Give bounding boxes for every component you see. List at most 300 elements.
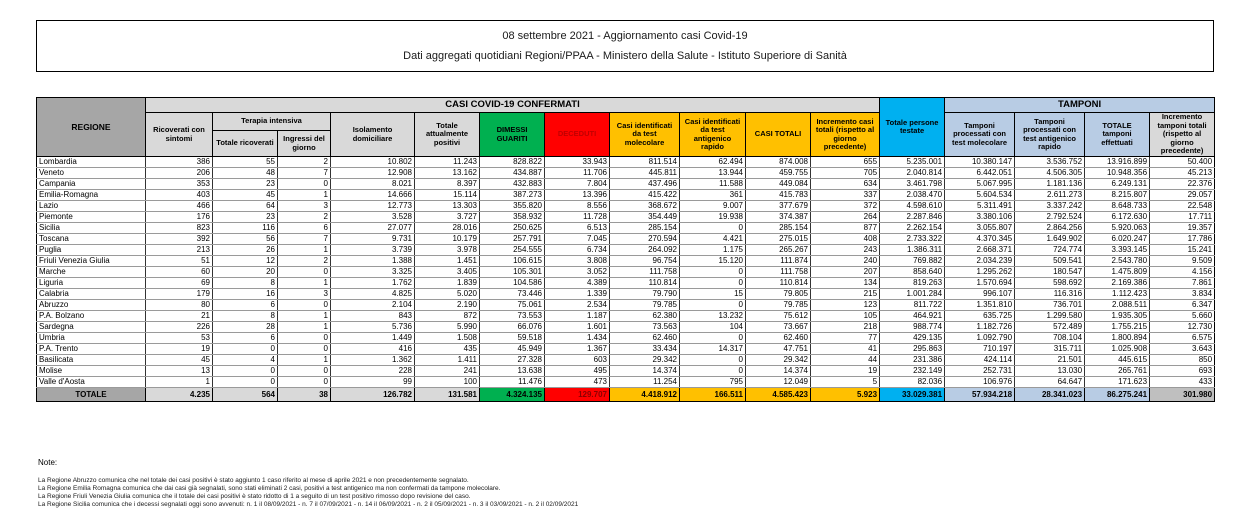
value-cell: 73.667 xyxy=(746,322,811,333)
value-cell: 1.411 xyxy=(415,355,480,366)
value-cell: 828.822 xyxy=(480,157,545,168)
value-cell: 10.802 xyxy=(331,157,415,168)
value-cell: 0 xyxy=(680,223,746,234)
table-row xyxy=(37,322,1215,333)
table-row xyxy=(37,245,1215,256)
value-cell: 416 xyxy=(331,344,415,355)
value-cell: 264.092 xyxy=(610,245,680,256)
header-persone-testate: Totale persone testate xyxy=(880,98,945,157)
region-cell: Sicilia xyxy=(37,223,146,234)
value-cell: 15.120 xyxy=(680,256,746,267)
value-cell: 823 xyxy=(146,223,213,234)
value-cell: 387.273 xyxy=(480,190,545,201)
value-cell: 377.679 xyxy=(746,201,811,212)
value-cell: 73.446 xyxy=(480,289,545,300)
value-cell: 3.834 xyxy=(1150,289,1215,300)
value-cell: 264 xyxy=(811,212,880,223)
region-cell: Sardegna xyxy=(37,322,146,333)
table-row xyxy=(37,256,1215,267)
value-cell: 2.038.470 xyxy=(880,190,945,201)
value-cell: 635.725 xyxy=(945,311,1015,322)
value-cell: 1.181.136 xyxy=(1015,179,1085,190)
table-row xyxy=(37,377,1215,388)
region-cell: Piemonte xyxy=(37,212,146,223)
table-row xyxy=(37,300,1215,311)
header-deceduti: DECEDUTI xyxy=(545,113,610,157)
value-cell: 1 xyxy=(278,245,331,256)
header-ricoverati-sintomi: Ricoverati con sintomi xyxy=(146,113,213,157)
value-cell: 79.785 xyxy=(746,300,811,311)
value-cell: 7 xyxy=(278,168,331,179)
value-cell: 5.660 xyxy=(1150,311,1215,322)
value-cell: 215 xyxy=(811,289,880,300)
value-cell: 6.734 xyxy=(545,245,610,256)
value-cell: 6 xyxy=(213,300,278,311)
value-cell: 6.347 xyxy=(1150,300,1215,311)
value-cell: 206 xyxy=(146,168,213,179)
value-cell: 736.701 xyxy=(1015,300,1085,311)
header-terapia-intensiva: Terapia intensiva xyxy=(213,113,331,131)
value-cell: 4.389 xyxy=(545,278,610,289)
value-cell: 99 xyxy=(331,377,415,388)
value-cell: 996.107 xyxy=(945,289,1015,300)
value-cell: 64 xyxy=(213,201,278,212)
value-cell: 111.758 xyxy=(746,267,811,278)
value-cell: 96.754 xyxy=(610,256,680,267)
value-cell: 710.197 xyxy=(945,344,1015,355)
value-cell: 15.241 xyxy=(1150,245,1215,256)
table-row xyxy=(37,267,1215,278)
value-cell: 55 xyxy=(213,157,278,168)
covid-data-table xyxy=(36,97,1215,402)
value-cell: 48 xyxy=(213,168,278,179)
value-cell: 231.386 xyxy=(880,355,945,366)
value-cell: 19 xyxy=(811,366,880,377)
value-cell: 13 xyxy=(146,366,213,377)
value-cell: 572.489 xyxy=(1015,322,1085,333)
header-dimessi-guariti: DIMESSI GUARITI xyxy=(480,113,545,157)
value-cell: 1 xyxy=(278,311,331,322)
value-cell: 3.337.242 xyxy=(1015,201,1085,212)
value-cell: 59.518 xyxy=(480,333,545,344)
value-cell: 6 xyxy=(213,333,278,344)
totals-value-cell: 126.782 xyxy=(331,388,415,402)
value-cell: 495 xyxy=(545,366,610,377)
value-cell: 1.295.262 xyxy=(945,267,1015,278)
value-cell: 27.077 xyxy=(331,223,415,234)
value-cell: 0 xyxy=(680,267,746,278)
totals-value-cell: 131.581 xyxy=(415,388,480,402)
value-cell: 3.978 xyxy=(415,245,480,256)
value-cell: 1.175 xyxy=(680,245,746,256)
value-cell: 1.570.694 xyxy=(945,278,1015,289)
value-cell: 10.380.147 xyxy=(945,157,1015,168)
value-cell: 337 xyxy=(811,190,880,201)
value-cell: 12.049 xyxy=(746,377,811,388)
value-cell: 0 xyxy=(680,333,746,344)
value-cell: 19.938 xyxy=(680,212,746,223)
value-cell: 435 xyxy=(415,344,480,355)
header-incremento-tamponi: Incremento tamponi totali (rispetto al giorno precedente) xyxy=(1150,113,1215,157)
value-cell: 2.733.322 xyxy=(880,234,945,245)
value-cell: 6.020.247 xyxy=(1085,234,1150,245)
value-cell: 2.534 xyxy=(545,300,610,311)
value-cell: 240 xyxy=(811,256,880,267)
value-cell: 10.179 xyxy=(415,234,480,245)
totals-value-cell: 28.341.023 xyxy=(1015,388,1085,402)
value-cell: 15.114 xyxy=(415,190,480,201)
note-line: La Regione Emilia Romagna comunica che dai casi già segnalati, sono stati eliminati 2 casi, positivi a test antigenico ma non confermati da tampone molecolare. xyxy=(38,485,501,492)
value-cell: 7.045 xyxy=(545,234,610,245)
table-row xyxy=(37,190,1215,201)
value-cell: 1.388 xyxy=(331,256,415,267)
totals-value-cell: 129.707 xyxy=(545,388,610,402)
value-cell: 1.601 xyxy=(545,322,610,333)
value-cell: 2.034.239 xyxy=(945,256,1015,267)
value-cell: 4.506.305 xyxy=(1015,168,1085,179)
value-cell: 354.449 xyxy=(610,212,680,223)
value-cell: 0 xyxy=(278,377,331,388)
table-header xyxy=(37,98,1215,157)
value-cell: 106.976 xyxy=(945,377,1015,388)
value-cell: 257.791 xyxy=(480,234,545,245)
value-cell: 5.920.063 xyxy=(1085,223,1150,234)
value-cell: 5 xyxy=(811,377,880,388)
value-cell: 858.640 xyxy=(880,267,945,278)
value-cell: 3.405 xyxy=(415,267,480,278)
value-cell: 708.104 xyxy=(1015,333,1085,344)
value-cell: 243 xyxy=(811,245,880,256)
value-cell: 358.932 xyxy=(480,212,545,223)
value-cell: 4 xyxy=(213,355,278,366)
value-cell: 9.509 xyxy=(1150,256,1215,267)
value-cell: 874.008 xyxy=(746,157,811,168)
region-cell: Abruzzo xyxy=(37,300,146,311)
value-cell: 111.758 xyxy=(610,267,680,278)
value-cell: 213 xyxy=(146,245,213,256)
value-cell: 80 xyxy=(146,300,213,311)
value-cell: 22.548 xyxy=(1150,201,1215,212)
value-cell: 2 xyxy=(278,157,331,168)
header-incremento-casi: Incremento casi totali (rispetto al giorno precedente) xyxy=(811,113,880,157)
value-cell: 1.367 xyxy=(545,344,610,355)
value-cell: 51 xyxy=(146,256,213,267)
value-cell: 4.156 xyxy=(1150,267,1215,278)
value-cell: 21.501 xyxy=(1015,355,1085,366)
value-cell: 116 xyxy=(213,223,278,234)
value-cell: 285.154 xyxy=(610,223,680,234)
value-cell: 4.825 xyxy=(331,289,415,300)
value-cell: 1.112.423 xyxy=(1085,289,1150,300)
value-cell: 3.528 xyxy=(331,212,415,223)
header-casi-totali: CASI TOTALI xyxy=(746,113,811,157)
value-cell: 232.149 xyxy=(880,366,945,377)
table-row xyxy=(37,333,1215,344)
value-cell: 62.380 xyxy=(610,311,680,322)
value-cell: 3.643 xyxy=(1150,344,1215,355)
value-cell: 5.311.491 xyxy=(945,201,1015,212)
value-cell: 1.449 xyxy=(331,333,415,344)
value-cell: 73.563 xyxy=(610,322,680,333)
value-cell: 7.804 xyxy=(545,179,610,190)
value-cell: 1.092.790 xyxy=(945,333,1015,344)
value-cell: 445.811 xyxy=(610,168,680,179)
value-cell: 226 xyxy=(146,322,213,333)
value-cell: 1.362 xyxy=(331,355,415,366)
value-cell: 228 xyxy=(331,366,415,377)
value-cell: 250.625 xyxy=(480,223,545,234)
table-body xyxy=(37,157,1215,402)
value-cell: 353 xyxy=(146,179,213,190)
value-cell: 111.874 xyxy=(746,256,811,267)
table-row xyxy=(37,311,1215,322)
totals-value-cell: 4.418.912 xyxy=(610,388,680,402)
value-cell: 415.422 xyxy=(610,190,680,201)
value-cell: 2.262.154 xyxy=(880,223,945,234)
value-cell: 79.785 xyxy=(610,300,680,311)
value-cell: 445.615 xyxy=(1085,355,1150,366)
value-cell: 8.021 xyxy=(331,179,415,190)
value-cell: 355.820 xyxy=(480,201,545,212)
value-cell: 26 xyxy=(213,245,278,256)
value-cell: 3.461.798 xyxy=(880,179,945,190)
region-cell: Calabria xyxy=(37,289,146,300)
value-cell: 13.638 xyxy=(480,366,545,377)
region-cell: Toscana xyxy=(37,234,146,245)
value-cell: 2.088.511 xyxy=(1085,300,1150,311)
value-cell: 19 xyxy=(146,344,213,355)
totals-value-cell: 38 xyxy=(278,388,331,402)
region-cell: P.A. Bolzano xyxy=(37,311,146,322)
value-cell: 19.357 xyxy=(1150,223,1215,234)
totals-value-cell: 86.275.241 xyxy=(1085,388,1150,402)
value-cell: 75.061 xyxy=(480,300,545,311)
totals-value-cell: 564 xyxy=(213,388,278,402)
value-cell: 386 xyxy=(146,157,213,168)
value-cell: 2.611.273 xyxy=(1015,190,1085,201)
table-row xyxy=(37,278,1215,289)
value-cell: 5.067.995 xyxy=(945,179,1015,190)
value-cell: 106.615 xyxy=(480,256,545,267)
value-cell: 12.730 xyxy=(1150,322,1215,333)
totals-value-cell: 33.029.381 xyxy=(880,388,945,402)
value-cell: 2.040.814 xyxy=(880,168,945,179)
value-cell: 45.949 xyxy=(480,344,545,355)
value-cell: 0 xyxy=(680,366,746,377)
value-cell: 207 xyxy=(811,267,880,278)
totals-value-cell: 4.324.135 xyxy=(480,388,545,402)
value-cell: 1.762 xyxy=(331,278,415,289)
value-cell: 0 xyxy=(278,267,331,278)
value-cell: 8 xyxy=(213,278,278,289)
value-cell: 509.541 xyxy=(1015,256,1085,267)
value-cell: 12 xyxy=(213,256,278,267)
table-row xyxy=(37,201,1215,212)
value-cell: 9.731 xyxy=(331,234,415,245)
value-cell: 5.736 xyxy=(331,322,415,333)
value-cell: 33.434 xyxy=(610,344,680,355)
table-row xyxy=(37,223,1215,234)
header-tamponi-antigenico: Tamponi processati con test antigenico rapido xyxy=(1015,113,1085,157)
totals-value-cell: 301.980 xyxy=(1150,388,1215,402)
value-cell: 850 xyxy=(1150,355,1215,366)
value-cell: 1.182.726 xyxy=(945,322,1015,333)
value-cell: 14.374 xyxy=(746,366,811,377)
value-cell: 56 xyxy=(213,234,278,245)
region-cell: Lazio xyxy=(37,201,146,212)
value-cell: 3.727 xyxy=(415,212,480,223)
value-cell: 459.755 xyxy=(746,168,811,179)
value-cell: 252.731 xyxy=(945,366,1015,377)
value-cell: 104.586 xyxy=(480,278,545,289)
value-cell: 241 xyxy=(415,366,480,377)
note-line: La Regione Friuli Venezia Giulia comunica che il totale dei casi positivi è stato ridotto di 1 a seguito di un test positivo rimosso dopo revisione del caso. xyxy=(38,493,471,500)
table-row xyxy=(37,289,1215,300)
value-cell: 403 xyxy=(146,190,213,201)
value-cell: 14.317 xyxy=(680,344,746,355)
value-cell: 1 xyxy=(278,322,331,333)
value-cell: 437.496 xyxy=(610,179,680,190)
value-cell: 603 xyxy=(545,355,610,366)
value-cell: 7.861 xyxy=(1150,278,1215,289)
value-cell: 123 xyxy=(811,300,880,311)
value-cell: 13.162 xyxy=(415,168,480,179)
value-cell: 5.020 xyxy=(415,289,480,300)
value-cell: 843 xyxy=(331,311,415,322)
value-cell: 64.647 xyxy=(1015,377,1085,388)
value-cell: 53 xyxy=(146,333,213,344)
value-cell: 29.057 xyxy=(1150,190,1215,201)
value-cell: 0 xyxy=(278,344,331,355)
region-cell: Umbria xyxy=(37,333,146,344)
value-cell: 62.460 xyxy=(746,333,811,344)
table-row xyxy=(37,355,1215,366)
value-cell: 14.666 xyxy=(331,190,415,201)
value-cell: 6.249.131 xyxy=(1085,179,1150,190)
value-cell: 1.755.215 xyxy=(1085,322,1150,333)
region-cell: Friuli Venezia Giulia xyxy=(37,256,146,267)
value-cell: 8.648.733 xyxy=(1085,201,1150,212)
value-cell: 15 xyxy=(680,289,746,300)
value-cell: 811.514 xyxy=(610,157,680,168)
value-cell: 23 xyxy=(213,179,278,190)
header-isolamento: Isolamento domiciliare xyxy=(331,113,415,157)
value-cell: 464.921 xyxy=(880,311,945,322)
value-cell: 13.916.899 xyxy=(1085,157,1150,168)
report-title-box xyxy=(36,20,1214,72)
value-cell: 5.604.534 xyxy=(945,190,1015,201)
value-cell: 1 xyxy=(278,278,331,289)
value-cell: 5.235.001 xyxy=(880,157,945,168)
table-row xyxy=(37,168,1215,179)
value-cell: 295.863 xyxy=(880,344,945,355)
value-cell: 11.476 xyxy=(480,377,545,388)
value-cell: 408 xyxy=(811,234,880,245)
value-cell: 7 xyxy=(278,234,331,245)
value-cell: 134 xyxy=(811,278,880,289)
value-cell: 0 xyxy=(213,377,278,388)
value-cell: 45 xyxy=(146,355,213,366)
report-subtitle: Dati aggregati quotidiani Regioni/PPAA - Ministero della Salute - Istituto Superiore di Sanità xyxy=(403,50,847,63)
value-cell: 180.547 xyxy=(1015,267,1085,278)
value-cell: 12.908 xyxy=(331,168,415,179)
value-cell: 3.325 xyxy=(331,267,415,278)
value-cell: 368.672 xyxy=(610,201,680,212)
value-cell: 1.800.894 xyxy=(1085,333,1150,344)
value-cell: 105 xyxy=(811,311,880,322)
value-cell: 10.948.356 xyxy=(1085,168,1150,179)
value-cell: 79.790 xyxy=(610,289,680,300)
value-cell: 877 xyxy=(811,223,880,234)
value-cell: 82.036 xyxy=(880,377,945,388)
totals-value-cell: 4.585.423 xyxy=(746,388,811,402)
value-cell: 374.387 xyxy=(746,212,811,223)
region-cell: Molise xyxy=(37,366,146,377)
value-cell: 27.328 xyxy=(480,355,545,366)
value-cell: 988.774 xyxy=(880,322,945,333)
value-cell: 0 xyxy=(278,179,331,190)
value-cell: 2.792.524 xyxy=(1015,212,1085,223)
value-cell: 2 xyxy=(278,256,331,267)
value-cell: 6.172.630 xyxy=(1085,212,1150,223)
value-cell: 1.508 xyxy=(415,333,480,344)
notes-heading: Note: xyxy=(38,458,58,467)
value-cell: 20 xyxy=(213,267,278,278)
value-cell: 424.114 xyxy=(945,355,1015,366)
value-cell: 724.774 xyxy=(1015,245,1085,256)
value-cell: 28 xyxy=(213,322,278,333)
value-cell: 4.370.345 xyxy=(945,234,1015,245)
value-cell: 1.475.809 xyxy=(1085,267,1150,278)
value-cell: 45 xyxy=(213,190,278,201)
value-cell: 4.598.610 xyxy=(880,201,945,212)
value-cell: 3.380.106 xyxy=(945,212,1015,223)
region-cell: Valle d'Aosta xyxy=(37,377,146,388)
value-cell: 3.536.752 xyxy=(1015,157,1085,168)
value-cell: 1.839 xyxy=(415,278,480,289)
value-cell: 2.287.846 xyxy=(880,212,945,223)
value-cell: 1.649.902 xyxy=(1015,234,1085,245)
value-cell: 105.301 xyxy=(480,267,545,278)
region-cell: Campania xyxy=(37,179,146,190)
value-cell: 11.728 xyxy=(545,212,610,223)
table-row xyxy=(37,366,1215,377)
report-title: 08 settembre 2021 - Aggiornamento casi Covid-19 xyxy=(502,29,748,42)
value-cell: 315.711 xyxy=(1015,344,1085,355)
value-cell: 116.316 xyxy=(1015,289,1085,300)
value-cell: 47.751 xyxy=(746,344,811,355)
value-cell: 62.494 xyxy=(680,157,746,168)
value-cell: 13.944 xyxy=(680,168,746,179)
value-cell: 3.739 xyxy=(331,245,415,256)
value-cell: 0 xyxy=(278,300,331,311)
value-cell: 275.015 xyxy=(746,234,811,245)
value-cell: 0 xyxy=(213,366,278,377)
header-tamponi-molecolare: Tamponi processati con test molecolare xyxy=(945,113,1015,157)
value-cell: 254.555 xyxy=(480,245,545,256)
value-cell: 795 xyxy=(680,377,746,388)
value-cell: 79.805 xyxy=(746,289,811,300)
value-cell: 23 xyxy=(213,212,278,223)
value-cell: 2.190 xyxy=(415,300,480,311)
value-cell: 819.263 xyxy=(880,278,945,289)
value-cell: 41 xyxy=(811,344,880,355)
value-cell: 1 xyxy=(146,377,213,388)
value-cell: 693 xyxy=(1150,366,1215,377)
region-cell: P.A. Trento xyxy=(37,344,146,355)
region-cell: Veneto xyxy=(37,168,146,179)
value-cell: 11.588 xyxy=(680,179,746,190)
